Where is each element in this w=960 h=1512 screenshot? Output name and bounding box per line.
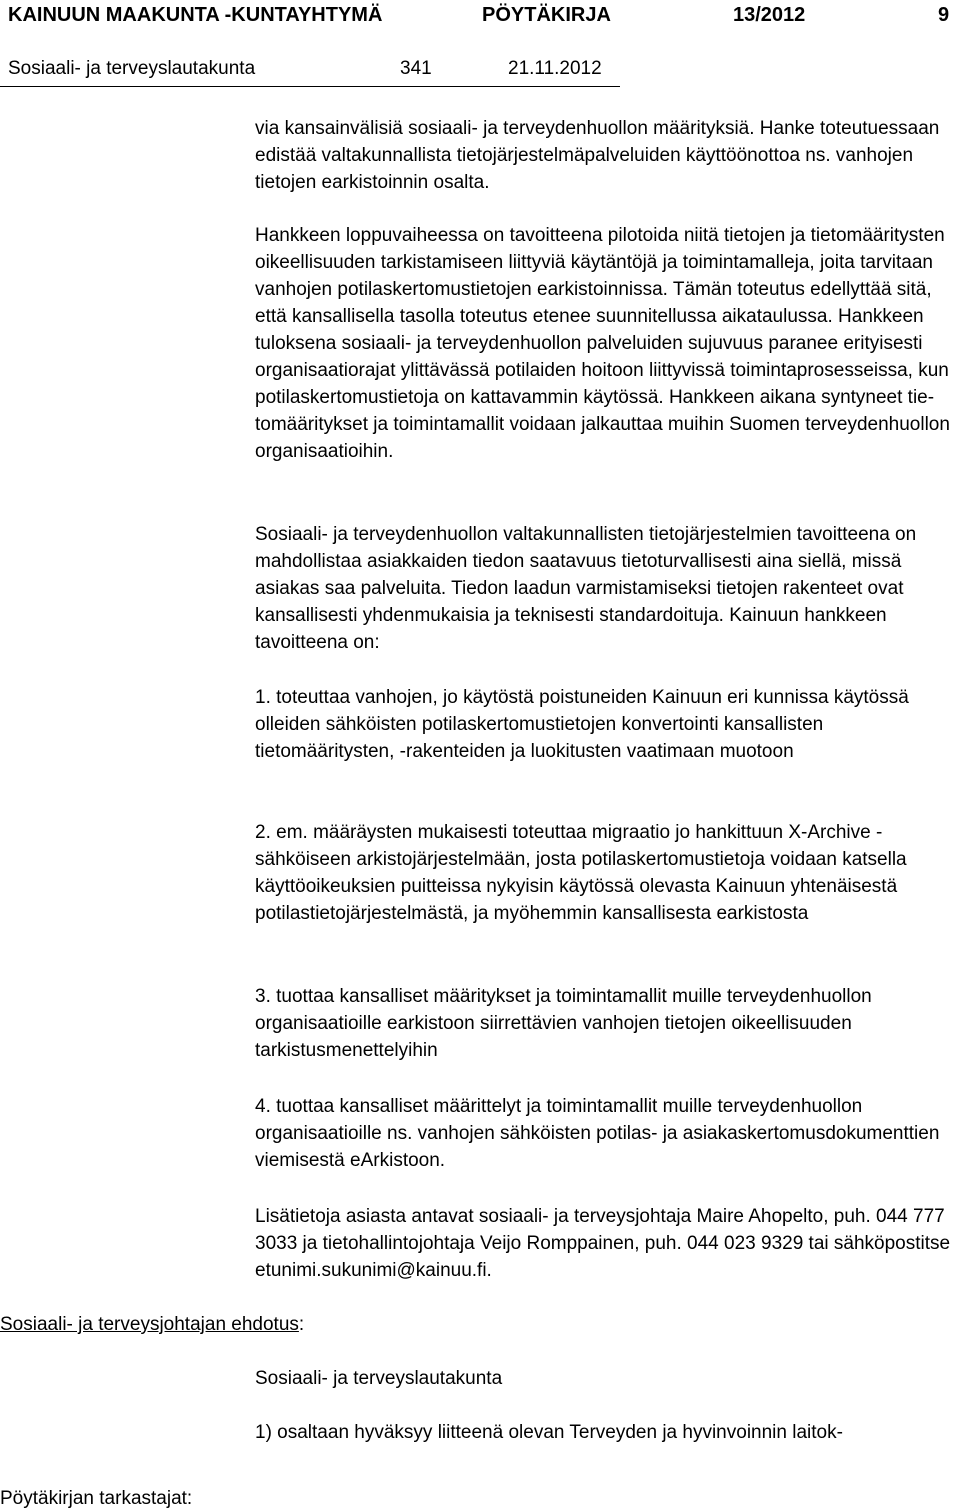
proposal-colon: : xyxy=(298,1314,305,1335)
inspectors-label: Pöytäkirjan tarkastajat: xyxy=(0,1488,193,1509)
meeting-date: 21.11.2012 xyxy=(508,58,602,79)
page-number: 9 xyxy=(938,4,950,26)
body-paragraph: via kansainvälisiä sosiaali- ja terveydenhuollon määrityksiä. Hanke toteutuessaan edistää valtakunnallista tietojärjestelmäpalveluiden käyttöönottoa ns. vanhojen tietojen earkistoinnin osalta. xyxy=(255,118,940,193)
list-item: 2. em. määräysten mukaisesti toteuttaa migraatio jo hankittuun X-Archive - sähköiseen arkistojärjestelmään, josta potilaskertomustietoja voidaan katsella käyttöoikeuksien puitteissa nykyisin käytössä olevasta Kainuun yhtenäisestä potilastietojärjestelmästä, ja myöhemmin kansallisesta earkistosta xyxy=(255,822,907,924)
header-rule xyxy=(0,86,620,87)
list-item: 4. tuottaa kansalliset määrittelyt ja toimintamallit muille terveydenhuollon organisaatioille ns. vanhojen sähköisten potilas- ja asiakaskertomusdokumenttien viemisestä eArkistoon. xyxy=(255,1096,940,1171)
list-item: 1. toteuttaa vanhojen, jo käytöstä poistuneiden Kainuun eri kunnissa käytössä olleiden sähköisten potilaskertomustietojen konvertointi kansallisten tietomääritysten, -rakenteiden ja luokitusten vaatimaan muotoon xyxy=(255,687,909,762)
proposal-label: Sosiaali- ja terveysjohtajan ehdotus xyxy=(0,1314,299,1335)
proposal-item: 1) osaltaan hyväksyy liitteenä olevan Terveyden ja hyvinvoinnin laitok- xyxy=(255,1422,843,1443)
section-number: 341 xyxy=(400,58,432,79)
organization-name: KAINUUN MAAKUNTA -KUNTAYHTYMÄ xyxy=(8,4,383,26)
document-number: 13/2012 xyxy=(733,4,806,26)
document-type: PÖYTÄKIRJA xyxy=(482,4,611,26)
proposal-recipient: Sosiaali- ja terveyslautakunta xyxy=(255,1368,503,1389)
list-item: 3. tuottaa kansalliset määritykset ja toimintamallit muille terveydenhuollon organisaatioille earkistoon siirrettävien vanhojen tietojen oikeellisuuden tarkistusmenettelyihin xyxy=(255,986,872,1061)
body-paragraph: Hankkeen loppuvaiheessa on tavoitteena pilotoida niitä tietojen ja tietomääritysten oikeellisuuden tarkistamiseen liittyviä käytäntöjä ja toimintamalleja, joita tarvitaan vanhojen potilaskertomustietojen earkistoinnissa. Tämän toteutus edellyttää sitä, että kansallisella tasolla toteutus etenee suunnitellussa aikataulussa. Hankkeen tuloksena sosiaali- ja terveydenhuollon palveluiden sujuvuus paranee erityisesti organisaatiorajat ylittävässä potilaiden hoitoon liittyvissä toimintaprosesseissa, kun potilaskertomustietoja on kattavammin käytössä. Hankkeen aikana syntyneet tietomääritykset ja toimintamallit voidaan jalkauttaa muihin Suomen terveydenhuollon organisaatioihin. xyxy=(255,225,950,462)
contact-info: Lisätietoja asiasta antavat sosiaali- ja terveysjohtaja Maire Ahopelto, puh. 044 777 3033 ja tietohallintojohtaja Veijo Romppainen, puh. 044 023 9329 tai sähköpostitse etunimi.sukunimi@kainuu.fi. xyxy=(255,1206,951,1281)
board-name: Sosiaali- ja terveyslautakunta xyxy=(8,58,256,79)
body-paragraph: Sosiaali- ja terveydenhuollon valtakunnallisten tietojärjestelmien tavoitteena on mahdollistaa asiakkaiden tiedon saatavuus tietoturvallisesti aina siellä, missä asiakas saa palveluita. Tiedon laadun varmistamiseksi tietojen rakenteet ovat kansallisesti yhdenmukaisia ja teknisesti standardoituja. Kainuun hankkeen tavoitteena on: xyxy=(255,524,917,653)
proposal-heading xyxy=(0,1312,304,1338)
